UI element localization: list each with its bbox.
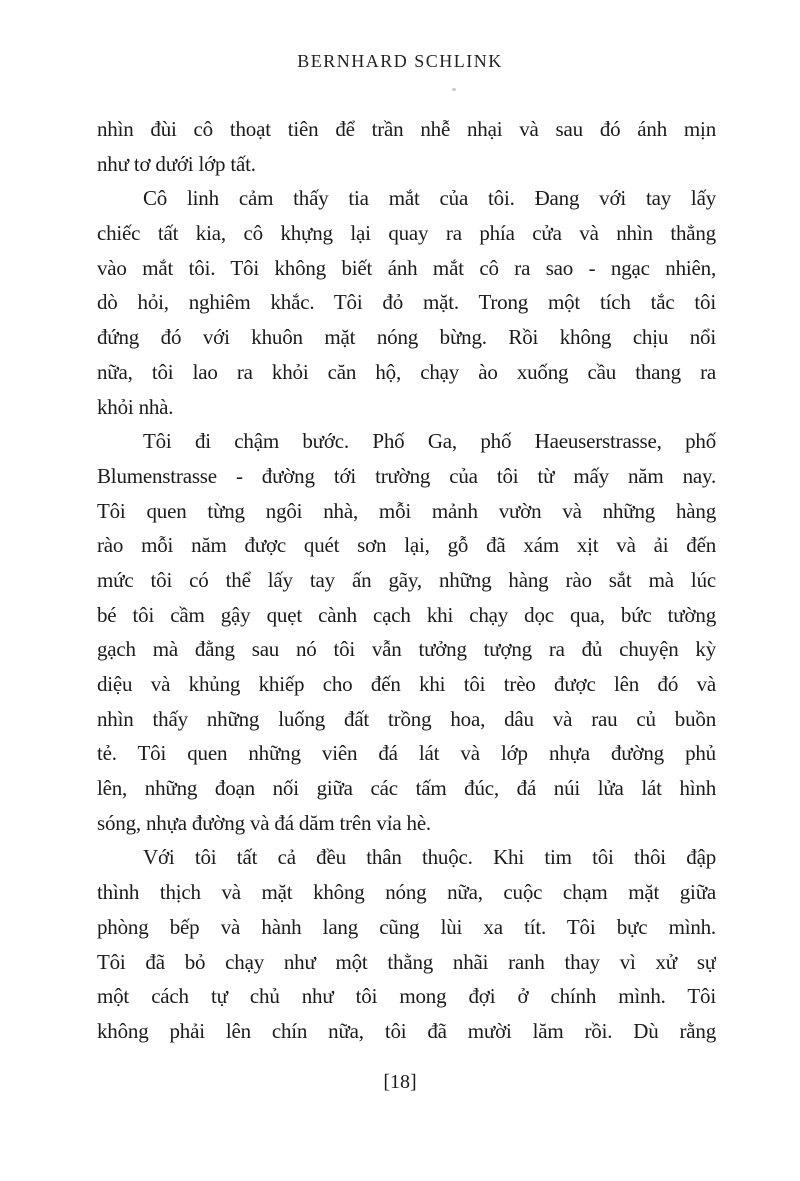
text-line: Với tôi tất cả đều thân thuộc. Khi tim tôi thôi đập (143, 845, 716, 870)
body-text (97, 112, 716, 1049)
text-line: bé tôi cầm gậy quẹt cành cạch khi chạy dọc qua, bức tường (97, 602, 716, 627)
text-line: sóng, nhựa đường và đá dăm trên vỉa hè. (97, 810, 431, 835)
text-line: Cô linh cảm thấy tia mắt của tôi. Đang với tay lấy (143, 186, 716, 211)
running-header: BERNHARD SCHLINK (297, 51, 503, 71)
text-line: thình thịch và mặt không nóng nữa, cuộc chạm mặt giữa (97, 880, 716, 905)
text-line: khỏi nhà. (97, 394, 174, 419)
text-line: tẻ. Tôi quen những viên đá lát và lớp nhựa đường phủ (97, 741, 716, 766)
text-line: nhìn thấy những luống đất trồng hoa, dâu và rau củ buồn (97, 706, 716, 731)
text-line: phòng bếp và hành lang cũng lùi xa tít. Tôi bực mình. (97, 914, 716, 939)
text-line: Tôi đã bỏ chạy như một thằng nhãi ranh thay vì xử sự (97, 949, 716, 974)
text-line: gạch mà đằng sau nó tôi vẫn tưởng tượng ra đủ chuyện kỳ (97, 637, 716, 662)
text-line: Tôi đi chậm bước. Phố Ga, phố Haeuserstrasse, phố (143, 429, 716, 454)
page-number: [18] (383, 1071, 417, 1093)
text-line: chiếc tất kia, cô khựng lại quay ra phía cửa và nhìn thẳng (97, 221, 716, 246)
text-line: nữa, tôi lao ra khỏi căn hộ, chạy ào xuống cầu thang ra (97, 359, 716, 384)
scan-artifact-speck (452, 88, 456, 91)
text-line: lên, những đoạn nối giữa các tấm đúc, đá núi lửa lát hình (97, 776, 716, 801)
text-line: như tơ dưới lớp tất. (97, 151, 256, 176)
text-line: Blumenstrasse - đường tới trường của tôi từ mấy năm nay. (97, 463, 716, 488)
text-line: Tôi quen từng ngôi nhà, mỗi mảnh vườn và những hàng (97, 498, 716, 523)
text-line: diệu và khủng khiếp cho đến khi tôi trèo được lên đó và (97, 672, 716, 696)
text-line: vào mắt tôi. Tôi không biết ánh mắt cô ra sao - ngạc nhiên, (97, 255, 716, 280)
text-line: không phải lên chín nữa, tôi đã mười lăm rồi. Dù rằng (97, 1018, 716, 1043)
text-line: rào mỗi năm được quét sơn lại, gỗ đã xám xịt và ải đến (97, 533, 716, 558)
text-line: mức tôi có thể lấy tay ấn gãy, những hàng rào sắt mà lúc (97, 567, 716, 592)
text-line: dò hỏi, nghiêm khắc. Tôi đỏ mặt. Trong một tích tắc tôi (97, 290, 716, 315)
text-line: một cách tự chủ như tôi mong đợi ở chính mình. Tôi (97, 984, 716, 1009)
text-line: nhìn đùi cô thoạt tiên để trần nhễ nhại và sau đó ánh mịn (97, 117, 716, 141)
text-line: đứng đó với khuôn mặt nóng bừng. Rồi không chịu nổi (97, 325, 716, 350)
